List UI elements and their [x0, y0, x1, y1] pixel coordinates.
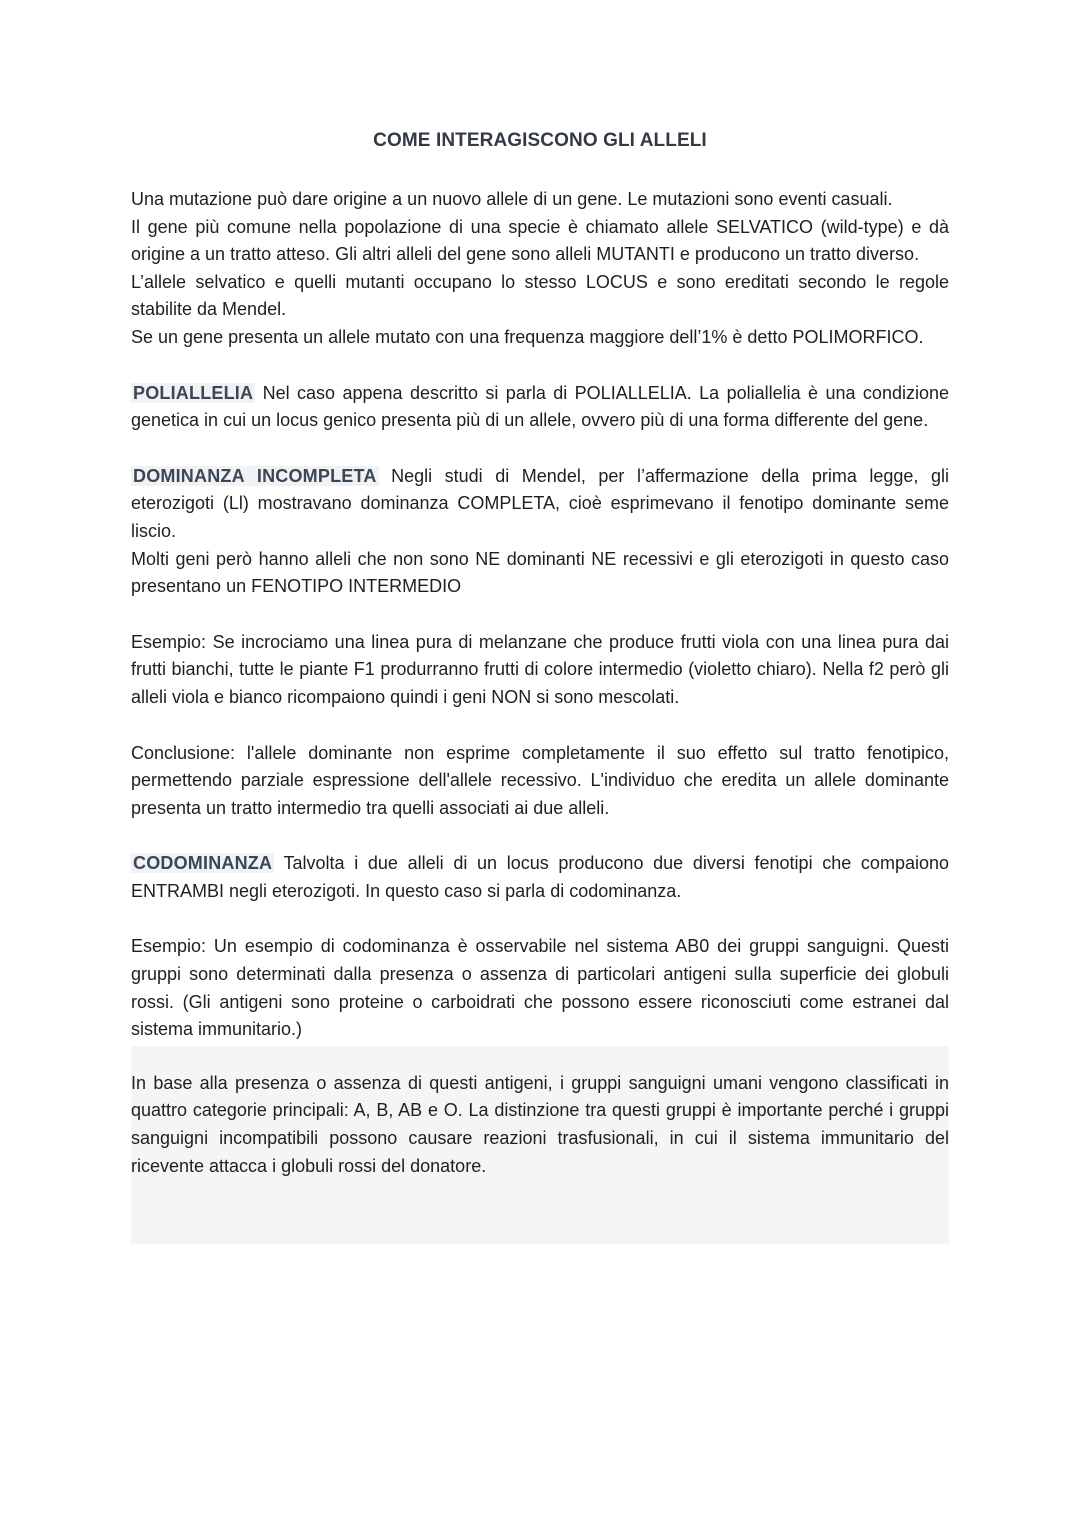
codominanza-text: Talvolta i due alleli di un locus producono due diversi fenotipi che compaiono ENTRAMBI negli eterozigoti. In questo caso si parla di codominanza.	[131, 853, 949, 901]
poliallelia-text: Nel caso appena descritto si parla di POLIALLELIA. La poliallelia è una condizione genetica in cui un locus genico presenta più di un allele, ovvero più di una forma differente del gene.	[131, 382, 949, 431]
intro-paragraph: Se un gene presenta un allele mutato con una frequenza maggiore dell’1% è detto POLIMORFICO.	[131, 326, 924, 347]
section-heading-poliallelia: POLIALLELIA	[133, 382, 254, 403]
dominanza-example: Esempio: Se incrociamo una linea pura di melanzane che produce frutti viola con una linea pura dai frutti bianchi, tutte le piante F1 produrranno frutti di colore intermedio (violetto chiaro). Nella f2 però gli alleli viola e bianco ricompaiono quindi i geni NON si sono mescolati.	[131, 631, 949, 707]
poliallelia-section	[131, 380, 949, 435]
page-title: COME INTERAGISCONO GLI ALLELI	[373, 130, 707, 151]
dominanza-section	[131, 463, 949, 823]
dominanza-conclusion: Conclusione: l'allele dominante non esprime completamente il suo effetto sul tratto fenotipico, permettendo parziale espressione dell'allele recessivo. L'individuo che eredita un allele dominante presenta un tratto intermedio tra quelli associati ai due alleli.	[131, 742, 949, 818]
intro-paragraph: Il gene più comune nella popolazione di una specie è chiamato allele SELVATICO (wild-type) e dà origine a un tratto atteso. Gli altri alleli del gene sono alleli MUTANTI e producono un tratto diverso.	[131, 216, 949, 265]
shaded-block	[131, 1046, 949, 1244]
section-heading-codominanza: CODOMINANZA	[133, 853, 273, 874]
codominanza-example: Esempio: Un esempio di codominanza è osservabile nel sistema AB0 dei gruppi sanguigni. Questi gruppi sono determinati dalla presenza o assenza di particolari antigeni sulla superficie dei globuli rossi. (Gli antigeni sono proteine o carboidrati che possono essere riconosciuti come estranei dal sistema immunitario.)	[131, 936, 949, 1040]
codominanza-shaded-paragraph: In base alla presenza o assenza di questi antigeni, i gruppi sanguigni umani vengono classificati in quattro categorie principali: A, B, AB e O. La distinzione tra questi gruppi è importante perché i gruppi sanguigni incompatibili possono causare reazioni trasfusionali, in cui il sistema immunitario del ricevente attacca i globuli rossi del donatore.	[131, 1072, 949, 1176]
intro-paragraph: Una mutazione può dare origine a un nuovo allele di un gene. Le mutazioni sono eventi casuali.	[131, 189, 893, 209]
poliallelia-paragraph	[131, 380, 949, 435]
codominanza-section	[131, 850, 949, 1244]
intro-paragraph: L’allele selvatico e quelli mutanti occupano lo stesso LOCUS e sono ereditati secondo le regole stabilite da Mendel.	[131, 271, 949, 320]
dominanza-text: Negli studi di Mendel, per l’affermazione della prima legge, gli eterozigoti (Ll) mostravano dominanza COMPLETA, cioè esprimevano il fenotipo dominante seme liscio.	[131, 465, 949, 541]
codominanza-paragraph	[131, 850, 949, 905]
dominanza-paragraph	[131, 463, 949, 546]
document-page	[131, 130, 949, 1244]
intro-section	[131, 186, 949, 352]
dominanza-paragraph-2: Molti geni però hanno alleli che non sono NE dominanti NE recessivi e gli eterozigoti in questo caso presentano un FENOTIPO INTERMEDIO	[131, 548, 949, 597]
section-heading-dominanza: DOMINANZA INCOMPLETA	[133, 465, 377, 486]
